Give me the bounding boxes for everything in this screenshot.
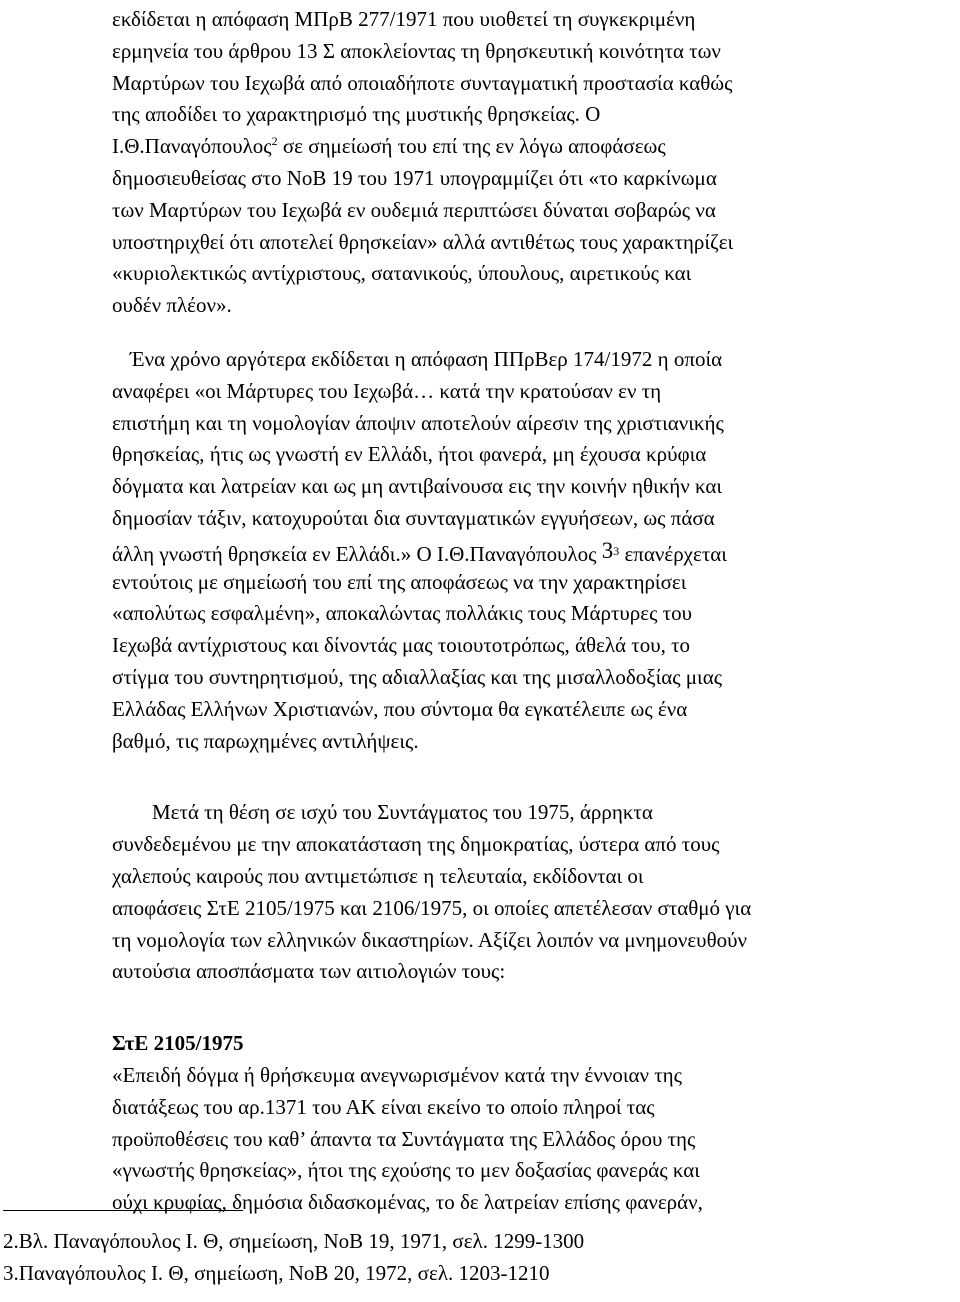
text-fragment: άλλη γνωστή θρησκεία εν Ελλάδι.» Ο Ι.Θ.Παναγόπουλος bbox=[112, 541, 602, 566]
text-line: δημοσιευθείσας στο ΝοΒ 19 του 1971 υπογραμμίζει ότι «το καρκίνωμα bbox=[112, 165, 717, 190]
text-fragment: επανέρχεται bbox=[619, 541, 727, 566]
text-line: Ελλάδας Ελλήνων Χριστιανών, που σύντομα θα εγκατέλειπε ως ένα bbox=[112, 696, 688, 721]
text-line: των Μαρτύρων του Ιεχωβά εν ουδεμιά περιπτώσει δύναται σοβαρώς να bbox=[112, 197, 716, 222]
paragraph-2 bbox=[112, 344, 944, 757]
text-line: της αποδίδει το χαρακτηρισμό της μυστικής θρησκείας. Ο bbox=[112, 102, 601, 127]
text-line: Μετά τη θέση σε ισχύ του Συντάγματος του 1975, άρρηκτα bbox=[152, 800, 653, 825]
text-line: «γνωστής θρησκείας», ήτοι της εχούσης το μεν δοξασίας φανεράς και bbox=[112, 1158, 700, 1183]
text-line: ουδέν πλέον». bbox=[112, 293, 232, 318]
paragraph-1 bbox=[112, 4, 944, 322]
text-line: χαλεπούς καιρούς που αντιμετώπισε η τελευταία, εκδίδονται οι bbox=[112, 863, 644, 888]
paragraph-spacer bbox=[112, 757, 944, 797]
author-name: Ι.Θ.Παναγόπουλος bbox=[112, 134, 272, 159]
document-body bbox=[112, 4, 944, 1219]
footnote-3: 3.Παναγόπουλος Ι. Θ, σημείωση, ΝοΒ 20, 1972, σελ. 1203-1210 bbox=[3, 1261, 550, 1285]
text-line: βαθμό, τις παρωχημένες αντιλήψεις. bbox=[112, 728, 419, 753]
text-line: αποφάσεις ΣτΕ 2105/1975 και 2106/1975, οι οποίες απετέλεσαν σταθμό για bbox=[112, 895, 752, 920]
text-line: «απολύτως εσφαλμένη», αποκαλώντας πολλάκις τους Μάρτυρες του bbox=[112, 601, 693, 626]
text-line: Ιεχωβά αντίχριστους και δίνοντάς μας τοιουτοτρόπως, άθελά του, το bbox=[112, 633, 691, 658]
text-line: ερμηνεία του άρθρου 13 Σ αποκλείοντας τη θρησκευτική κοινότητα των bbox=[112, 38, 721, 63]
footnotes bbox=[3, 1225, 943, 1289]
paragraph-spacer bbox=[112, 322, 944, 344]
text-line: Ένα χρόνο αργότερα εκδίδεται η απόφαση ΠΠρΒερ 174/1972 η οποία bbox=[130, 346, 723, 371]
text-line: θρησκείας, ήτις ως γνωστή εν Ελλάδι, ήτοι φανερά, μη έχουσα κρύφια bbox=[112, 442, 707, 467]
text-line: «κυριολεκτικώς αντίχριστους, σατανικούς, ύπουλους, αιρετικούς και bbox=[112, 261, 692, 286]
text-line: διατάξεως του αρ.1371 του ΑΚ είναι εκείνο το οποίο πληροί τας bbox=[112, 1094, 655, 1119]
text-line: δόγματα και λατρείαν και ως μη αντιβαίνουσα εις την κοινήν ηθικήν και bbox=[112, 474, 723, 499]
text-line: προϋποθέσεις του καθ’ άπαντα τα Συντάγματα της Ελλάδος όρου της bbox=[112, 1126, 696, 1151]
text-line: τη νομολογία των ελληνικών δικαστηρίων. Αξίζει λοιπόν να μνημονευθούν bbox=[112, 927, 748, 952]
text-line: εντούτοις με σημείωσή του επί της αποφάσεως να την χαρακτηρίσει bbox=[112, 569, 687, 594]
quote-block bbox=[112, 1060, 944, 1219]
text-line: αναφέρει «οι Μάρτυρες του Ιεχωβά… κατά την κρατούσαν εν τη bbox=[112, 378, 662, 403]
text-line: «Επειδή δόγμα ή θρήσκευμα ανεγνωρισμένον κατά την έννοιαν της bbox=[112, 1062, 682, 1087]
text-line: συνδεδεμένου με την αποκατάσταση της δημοκρατίας, ύστερα από τους bbox=[112, 832, 720, 857]
footnote-separator bbox=[3, 1210, 243, 1211]
text-line: εκδίδεται η απόφαση ΜΠρΒ 277/1971 που υιοθετεί τη συγκεκριμένη bbox=[112, 7, 696, 31]
footnote-ref-3: 3 bbox=[613, 543, 620, 558]
text-line: δημοσίαν τάξιν, κατοχυρούται δια συνταγματικών εγγυήσεων, ως πάσα bbox=[112, 505, 715, 530]
paragraph-spacer bbox=[112, 988, 944, 1028]
section-heading: ΣτΕ 2105/1975 bbox=[112, 1031, 244, 1056]
paragraph-3 bbox=[112, 797, 944, 988]
footnote-2: 2.Βλ. Παναγόπουλος Ι. Θ, σημείωση, ΝοΒ 19, 1971, σελ. 1299-1300 bbox=[3, 1229, 585, 1253]
text-line: Μαρτύρων του Ιεχωβά από οποιαδήποτε συνταγματική προστασία καθώς bbox=[112, 70, 733, 95]
footnote-ref-2: 2 bbox=[271, 134, 278, 149]
text-line: στίγμα του συντηρητισμού, της αδιαλλαξίας και της μισαλλοδοξίας μιας bbox=[112, 664, 723, 689]
text-line: υποστηριχθεί ότι αποτελεί θρησκείαν» αλλά αντιθέτως τους χαρακτηρίζει bbox=[112, 229, 734, 254]
text-fragment: σε σημείωσή του επί της εν λόγω αποφάσεως bbox=[277, 134, 666, 159]
footnote-ref-3-large: 3 bbox=[601, 537, 614, 563]
text-line bbox=[112, 535, 944, 567]
text-line: ούχι κρυφίας, δημόσια διδασκομένας, το δε λατρείαν επίσης φανεράν, bbox=[112, 1190, 703, 1215]
text-line bbox=[112, 131, 944, 163]
text-line: επιστήμη και τη νομολογίαν άποψιν αποτελούν αίρεσιν της χριστιανικής bbox=[112, 410, 724, 435]
text-line: αυτούσια αποσπάσματα των αιτιολογιών τους: bbox=[112, 959, 506, 984]
